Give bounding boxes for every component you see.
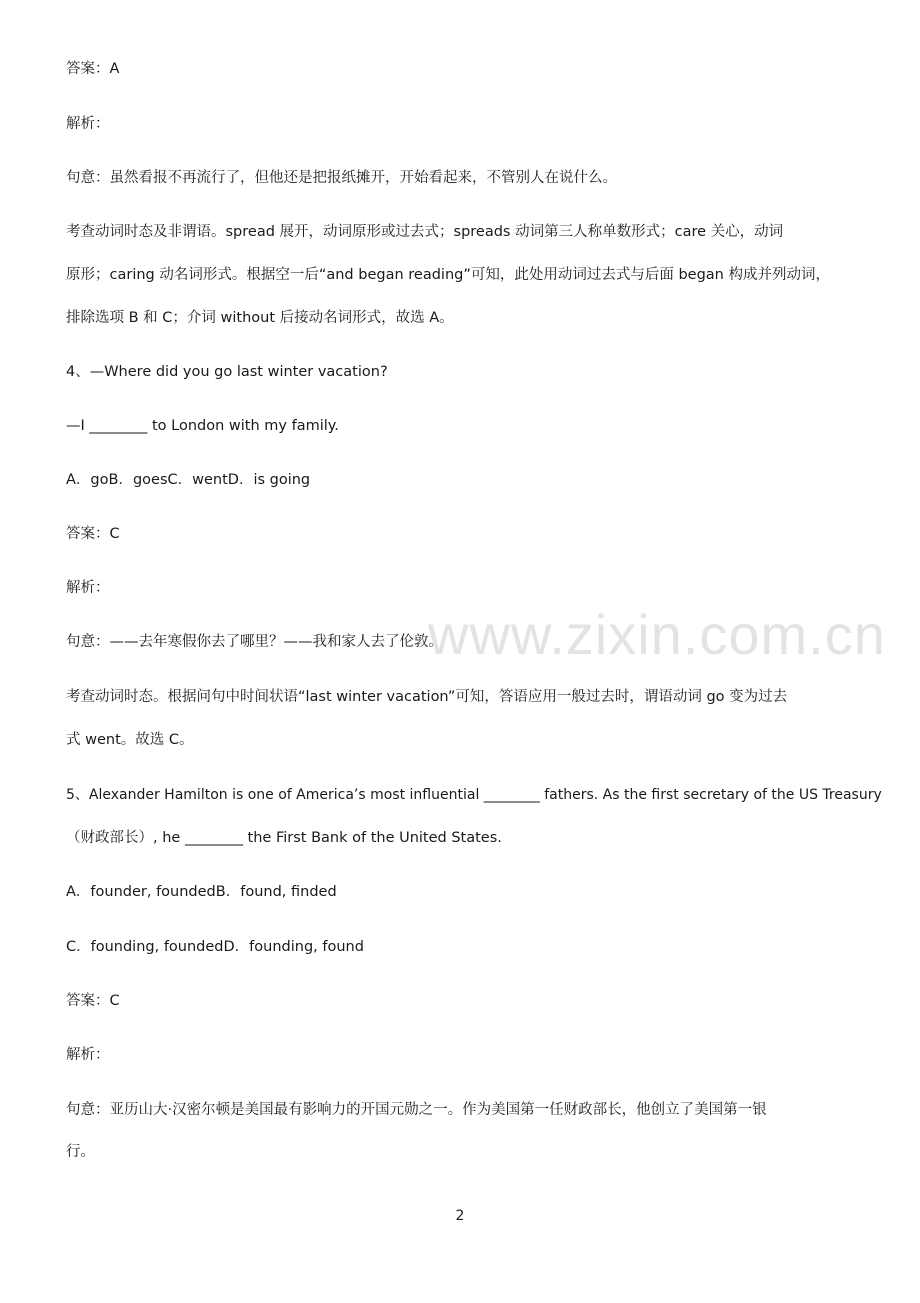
paragraph-line: 行。	[66, 1144, 95, 1160]
watermark: www.zixin.com.cn	[428, 603, 886, 666]
question-line: 5、Alexander Hamilton is one of America’s most influential ________ fathers. As the first secretary of the US Treasury	[66, 787, 882, 803]
question-line: （财政部长）, he ________ the First Bank of the United States.	[66, 830, 502, 846]
analysis-label: 解析：	[66, 116, 110, 132]
question-line: —I ________ to London with my family.	[66, 418, 339, 434]
options-line: A．goB．goesC．wentD．is going	[66, 472, 311, 488]
answer-label: 答案：A	[66, 61, 120, 77]
paragraph-line: 排除选项 B 和 C；介词 without 后接动名词形式，故选 A。	[66, 310, 454, 326]
options-line: C．founding, foundedD．founding, found	[66, 939, 364, 955]
analysis-label: 解析：	[66, 1047, 110, 1063]
paragraph-line: 原形；caring 动名词形式。根据空一后“and began reading”可知，此处用动词过去式与后面 began 构成并列动词，	[66, 267, 830, 283]
question-line: 4、—Where did you go last winter vacation?	[66, 364, 388, 380]
answer-label: 答案：C	[66, 993, 120, 1009]
paragraph-line: 句意：虽然看报不再流行了，但他还是把报纸摊开，开始看起来，不管别人在说什么。	[66, 170, 617, 186]
analysis-label: 解析：	[66, 580, 110, 596]
paragraph-line: 式 went。故选 C。	[66, 732, 194, 748]
paragraph-line: 句意：亚历山大·汉密尔顿是美国最有影响力的开国元勋之一。作为美国第一任财政部长，他创立了美国第一银	[66, 1102, 767, 1118]
options-line: A．founder, foundedB．found, finded	[66, 884, 337, 900]
paragraph-line: 句意：——去年寒假你去了哪里？——我和家人去了伦敦。	[66, 634, 443, 650]
page-number: 2	[455, 1208, 465, 1224]
answer-label: 答案：C	[66, 526, 120, 542]
paragraph-line: 考查动词时态及非谓语。spread 展开，动词原形或过去式；spreads 动词第三人称单数形式；care 关心，动词	[66, 224, 784, 240]
paragraph-line: 考查动词时态。根据问句中时间状语“last winter vacation”可知，答语应用一般过去时，谓语动词 go 变为过去	[66, 689, 788, 705]
